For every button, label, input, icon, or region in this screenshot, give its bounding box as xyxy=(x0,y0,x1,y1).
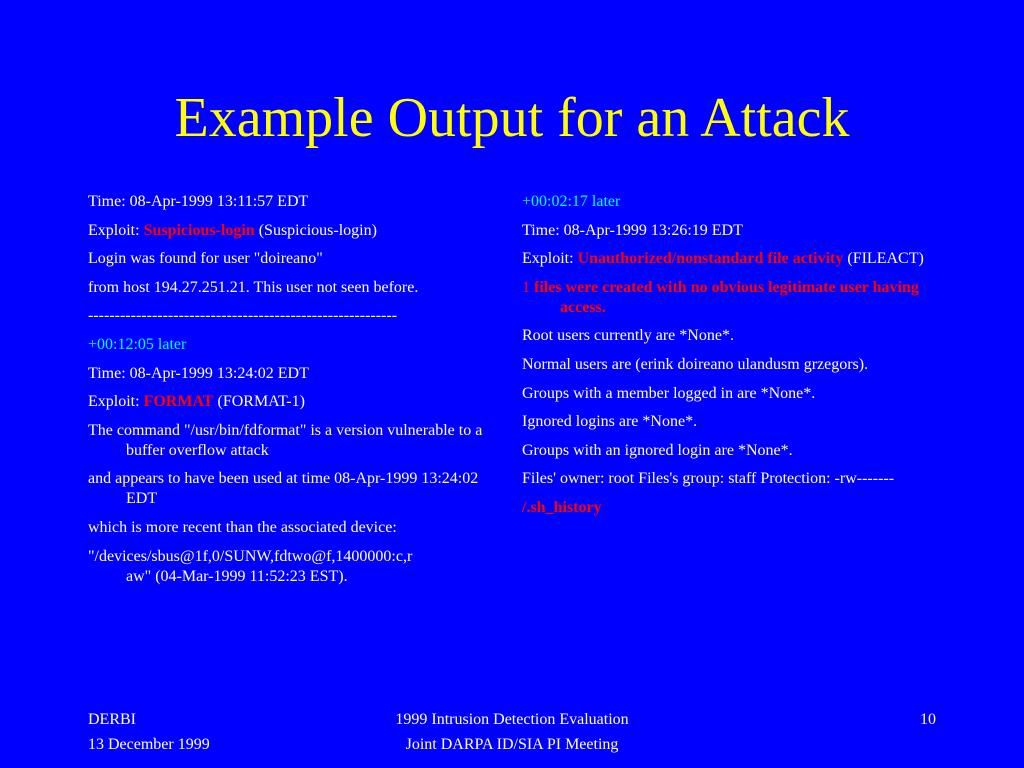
device-path-line xyxy=(88,547,496,587)
device-path: "/devices/sbus@1f,0/SUNW,fdtwo@f,1400000:c,r aw" (04-Mar-1999 11:52:23 EST). xyxy=(88,547,413,585)
page-number: 10 xyxy=(920,711,936,728)
normal-users-line: Normal users are (erink doireano ulandusm grzegors). xyxy=(522,355,869,373)
exploit-prefix: Exploit: xyxy=(522,250,578,268)
groups-ignored-line: Groups with an ignored login are *None*. xyxy=(522,441,793,459)
login-found-line: Login was found for user "doireano" xyxy=(88,250,323,268)
footer-date: 13 December 1999 xyxy=(88,736,210,753)
exploit-suffix: (Suspicious-login) xyxy=(254,221,377,239)
exploit-name: Suspicious-login xyxy=(143,221,255,239)
exploit-suffix: (FORMAT-1) xyxy=(213,393,305,411)
footer-left xyxy=(88,707,210,757)
files-created-line xyxy=(522,278,932,318)
file-name-line: /.sh_history xyxy=(522,498,602,516)
footer-org: DERBI xyxy=(88,711,136,728)
groups-logged-line: Groups with a member logged in are *None*. xyxy=(522,384,816,402)
exploit-line xyxy=(88,392,496,412)
ignored-logins-line: Ignored logins are *None*. xyxy=(522,413,698,431)
later-line: +00:02:17 later xyxy=(522,193,621,210)
exploit-suffix: (FILEACT) xyxy=(843,250,924,268)
more-recent-line: which is more recent than the associated device: xyxy=(88,518,397,536)
exploit-name: Unauthorized/nonstandard file activity xyxy=(577,250,844,268)
files-created-text: files were created with no obvious legitimate user having access. xyxy=(530,278,919,316)
later-line: +00:12:05 later xyxy=(88,335,187,353)
exploit-name: FORMAT xyxy=(143,393,214,411)
footer-center xyxy=(312,707,712,757)
exploit-line xyxy=(88,221,496,241)
time-line: Time: 08-Apr-1999 13:24:02 EDT xyxy=(88,364,309,382)
exploit-prefix: Exploit: xyxy=(88,393,144,411)
footer-event: 1999 Intrusion Detection Evaluation xyxy=(395,711,629,728)
root-users-line: Root users currently are *None*. xyxy=(522,327,734,345)
time-line: Time: 08-Apr-1999 13:26:19 EDT xyxy=(522,221,743,239)
files-owner-line: Files' owner: root Files's group: staff Protection: -rw------- xyxy=(522,470,895,488)
command-line: The command "/usr/bin/fdformat" is a version vulnerable to a buffer overflow attack xyxy=(88,421,483,459)
footer-meeting: Joint DARPA ID/SIA PI Meeting xyxy=(405,736,619,753)
from-host-line: from host 194.27.251.21. This user not seen before. xyxy=(88,278,419,296)
appears-line: and appears to have been used at time 08-Apr-1999 13:24:02 EDT xyxy=(88,470,479,508)
exploit-line xyxy=(522,249,932,269)
right-column xyxy=(522,192,932,527)
slide-title: Example Output for an Attack xyxy=(174,87,850,149)
time-line: Time: 08-Apr-1999 13:11:57 EDT xyxy=(88,193,309,210)
files-count: 1 xyxy=(522,278,530,296)
exploit-prefix: Exploit: xyxy=(88,221,144,239)
left-column xyxy=(88,192,496,595)
separator-line: ---------------------------------------------------------- xyxy=(88,307,398,325)
